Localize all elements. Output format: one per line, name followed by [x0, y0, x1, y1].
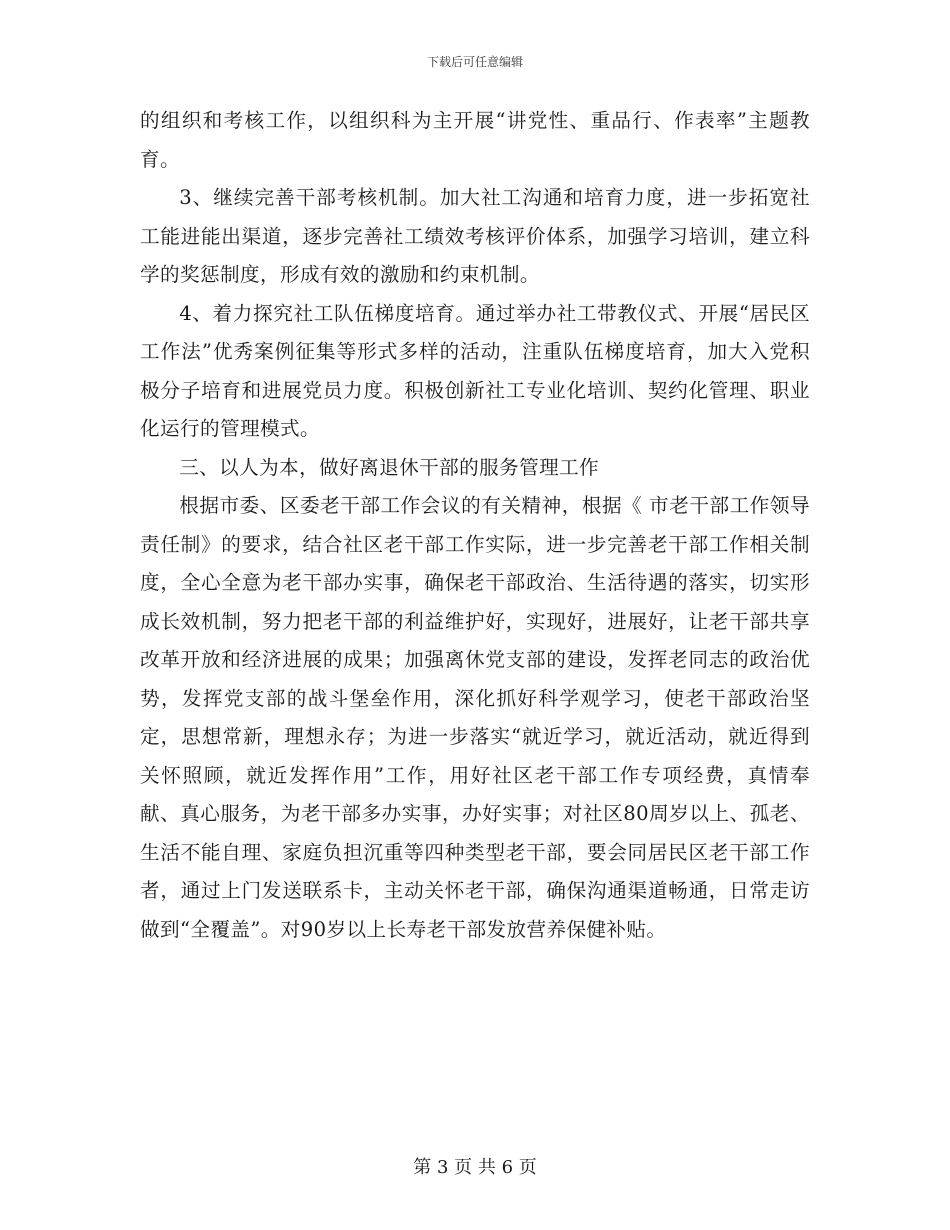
- paragraph-1: 的组织和考核工作，以组织科为主开展“讲党性、重品行、作表率”主题教育。: [140, 109, 810, 171]
- paragraph-5: 根据市委、区委老干部工作会议的有关精神，根据《 市老干部工作领导责任制》的要求，结合社区老干部工作实际，进一步完善老干部工作相关制度，全心全意为老干部办实事，确保老干部政治、生活待遇的落实，切实形成长效机制，努力把老干部的利益维护好，实现好，进展好，让老干部共享改革开放和经济进展的成果；加强离休党支部的建设，发挥老同志的政治优势，发挥党支部的战斗堡垒作用，深化抓好科学观学习，使老干部政治坚定，思想常新，理想永存；为进一步落实“就近学习，就近活动，就近得到关怀照顾，就近发挥作用”工作，用好社区老干部工作专项经费，真情奉献、真心服务，为老干部多办实事，办好实事；对社区80周岁以上、孤老、生活不能自理、家庭负担沉重等四种类型老干部，要会同居民区老干部工作者，通过上门发送联系卡，主动关怀老干部，确保沟通渠道畅通，日常走访做到“全覆盖”。对90岁以上长寿老干部发放营养保健补贴。: [140, 494, 810, 941]
- paragraph-2: 3、继续完善干部考核机制。加大社工沟通和培育力度，进一步拓宽社工能进能出渠道，逐步完善社工绩效考核评价体系，加强学习培训，建立科学的奖惩制度，形成有效的激励和约束机制。: [140, 186, 810, 286]
- header-note: 下载后可任意编辑: [426, 55, 523, 69]
- paragraph-3: 4、着力探究社工队伍梯度培育。通过举办社工带教仪式、开展“居民区工作法”优秀案例征集等形式多样的活动，注重队伍梯度培育，加大入党积极分子培育和进展党员力度。积极创新社工专业化培训、契约化管理、职业化运行的管理模式。: [140, 301, 810, 440]
- page-footer: 第 3 页 共 6 页: [413, 1157, 537, 1178]
- document-body: [140, 102, 810, 949]
- section-heading: 三、以人为本，做好离退休干部的服务管理工作: [179, 455, 600, 479]
